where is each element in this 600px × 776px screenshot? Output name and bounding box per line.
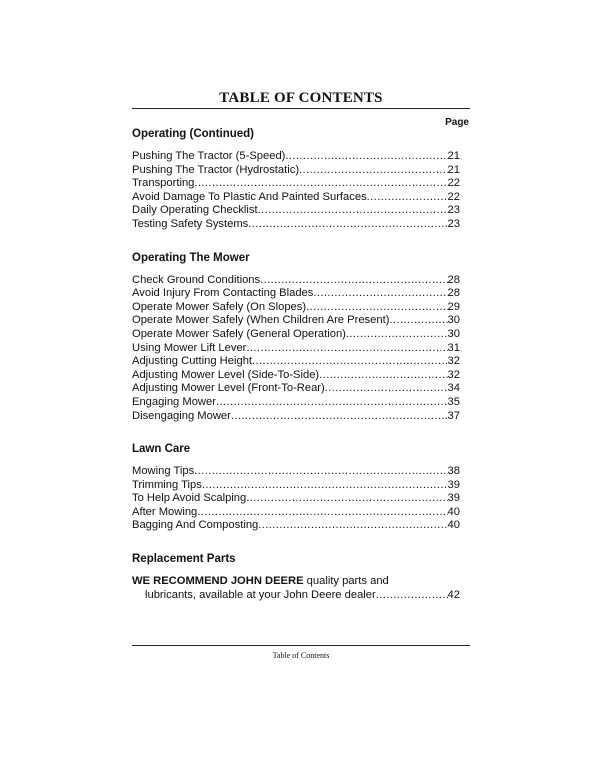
toc-entry-page: 23 xyxy=(447,204,460,217)
replacement-section xyxy=(132,551,460,602)
toc-section xyxy=(132,126,460,232)
page-footer: Table of Contents xyxy=(272,651,330,660)
leader-dots xyxy=(246,342,447,356)
toc-entry[interactable] xyxy=(132,382,460,396)
page-column-label: Page xyxy=(445,117,469,128)
toc-entry[interactable] xyxy=(132,191,460,205)
leader-dots xyxy=(319,369,447,383)
toc-entry-page: 30 xyxy=(447,314,460,327)
toc-entry-page: 32 xyxy=(447,355,460,368)
leader-dots xyxy=(260,274,447,288)
leader-dots xyxy=(258,519,447,533)
leader-dots xyxy=(252,355,448,369)
toc-entry[interactable] xyxy=(132,314,460,328)
leader-dots xyxy=(299,164,448,178)
toc-entry[interactable] xyxy=(132,396,460,410)
leader-dots xyxy=(376,589,448,603)
toc-entry-label: Adjusting Mower Level (Front-To-Rear) xyxy=(132,382,325,395)
section-heading: Operating The Mower xyxy=(132,251,250,264)
toc-entry-page: 28 xyxy=(447,287,460,300)
toc-section xyxy=(132,250,460,424)
leader-dots xyxy=(202,479,448,493)
bottom-rule xyxy=(132,645,470,646)
leader-dots xyxy=(285,150,447,164)
toc-entry[interactable] xyxy=(132,589,460,603)
toc-entry-label: Adjusting Cutting Height xyxy=(132,355,253,368)
toc-entry-label: Testing Safety Systems xyxy=(132,217,249,230)
toc-entry-page: 23 xyxy=(447,217,460,230)
toc-entry[interactable] xyxy=(132,355,460,369)
toc-entry[interactable] xyxy=(132,164,460,178)
leader-dots xyxy=(194,465,447,479)
leader-dots xyxy=(216,396,448,410)
toc-entry-page: 32 xyxy=(447,368,460,381)
toc-entry-label: lubricants, available at your John Deere dealer xyxy=(145,588,376,601)
toc-entry-page: 38 xyxy=(447,465,460,478)
toc-entry-label: Disengaging Mower xyxy=(132,409,231,422)
toc-entry-page: 37 xyxy=(447,409,460,422)
toc-entry[interactable] xyxy=(132,287,460,301)
toc-entry-page: 28 xyxy=(447,273,460,286)
toc-entry-label: Pushing The Tractor (5-Speed) xyxy=(132,150,286,162)
toc-entry[interactable] xyxy=(132,177,460,191)
toc-entry[interactable] xyxy=(132,492,460,506)
recommend-line xyxy=(132,575,460,589)
toc-entry-label: Operate Mower Safely (When Children Are Present) xyxy=(132,314,390,327)
toc-entry-label: Using Mower Lift Lever xyxy=(132,341,247,354)
leader-dots xyxy=(258,204,448,218)
leader-dots xyxy=(389,314,447,328)
toc-entry-label: To Help Avoid Scalping xyxy=(132,492,247,505)
toc-entry[interactable] xyxy=(132,410,460,424)
toc-entry-label: After Mowing xyxy=(132,505,198,518)
toc-entry[interactable] xyxy=(132,328,460,342)
toc-entry-label: Check Ground Conditions xyxy=(132,273,261,286)
toc-entry-page: 42 xyxy=(447,588,460,601)
toc-entry-page: 40 xyxy=(447,505,460,518)
toc-content xyxy=(132,126,460,620)
toc-entry-label: Engaging Mower xyxy=(132,395,216,408)
toc-entry-label: Avoid Injury From Contacting Blades xyxy=(132,287,314,300)
toc-entry-label: Operate Mower Safely (On Slopes) xyxy=(132,300,307,313)
toc-entry-label: Trimming Tips xyxy=(132,478,202,491)
toc-entry[interactable] xyxy=(132,519,460,533)
toc-entry-page: 39 xyxy=(447,478,460,491)
leader-dots xyxy=(197,506,447,520)
toc-entry-page: 30 xyxy=(447,327,460,340)
toc-entry-label: Mowing Tips xyxy=(132,465,195,478)
toc-entry-page: 40 xyxy=(447,519,460,532)
leader-dots xyxy=(367,191,448,205)
section-heading: Lawn Care xyxy=(132,443,191,456)
leader-dots xyxy=(325,382,448,396)
page-title: TABLE OF CONTENTS xyxy=(219,90,383,106)
toc-entry-page: 21 xyxy=(447,150,460,162)
leader-dots xyxy=(313,287,447,301)
toc-entry-label: Avoid Damage To Plastic And Painted Surfaces xyxy=(132,190,367,203)
toc-entry[interactable] xyxy=(132,342,460,356)
leader-dots xyxy=(346,328,448,342)
section-heading: Operating (Continued) xyxy=(132,128,255,140)
toc-entry-label: Pushing The Tractor (Hydrostatic) xyxy=(132,163,300,176)
toc-entry[interactable] xyxy=(132,506,460,520)
toc-entry-page: 29 xyxy=(447,300,460,313)
toc-entry-label: Adjusting Mower Level (Side-To-Side) xyxy=(132,368,320,381)
section-heading: Replacement Parts xyxy=(132,553,236,566)
toc-entry[interactable] xyxy=(132,465,460,479)
toc-entry-page: 21 xyxy=(447,163,460,176)
toc-entry[interactable] xyxy=(132,274,460,288)
toc-entry-label: Operate Mower Safely (General Operation) xyxy=(132,327,346,340)
leader-dots xyxy=(231,410,448,424)
leader-dots xyxy=(246,492,447,506)
toc-entry[interactable] xyxy=(132,150,460,164)
toc-entry-label: Bagging And Composting xyxy=(132,519,259,532)
toc-entry-page: 31 xyxy=(447,341,460,354)
toc-entry[interactable] xyxy=(132,479,460,493)
toc-entry[interactable] xyxy=(132,204,460,218)
toc-entry-page: 22 xyxy=(447,177,460,190)
leader-dots xyxy=(306,301,447,315)
top-rule xyxy=(132,108,470,109)
toc-entry-page: 34 xyxy=(447,382,460,395)
toc-entry-page: 39 xyxy=(447,492,460,505)
toc-entry[interactable] xyxy=(132,218,460,232)
toc-entry-label: Transporting xyxy=(132,177,195,190)
leader-dots xyxy=(248,218,447,232)
toc-entry-page: 35 xyxy=(447,395,460,408)
recommend-bold-text: WE RECOMMEND JOHN DEERE xyxy=(132,575,304,588)
toc-section xyxy=(132,441,460,533)
toc-entry[interactable] xyxy=(132,301,460,315)
toc-entry-page: 22 xyxy=(447,190,460,203)
recommend-text: quality parts and xyxy=(303,575,389,588)
leader-dots xyxy=(194,177,447,191)
toc-entry[interactable] xyxy=(132,369,460,383)
toc-entry-label: Daily Operating Checklist xyxy=(132,204,258,217)
